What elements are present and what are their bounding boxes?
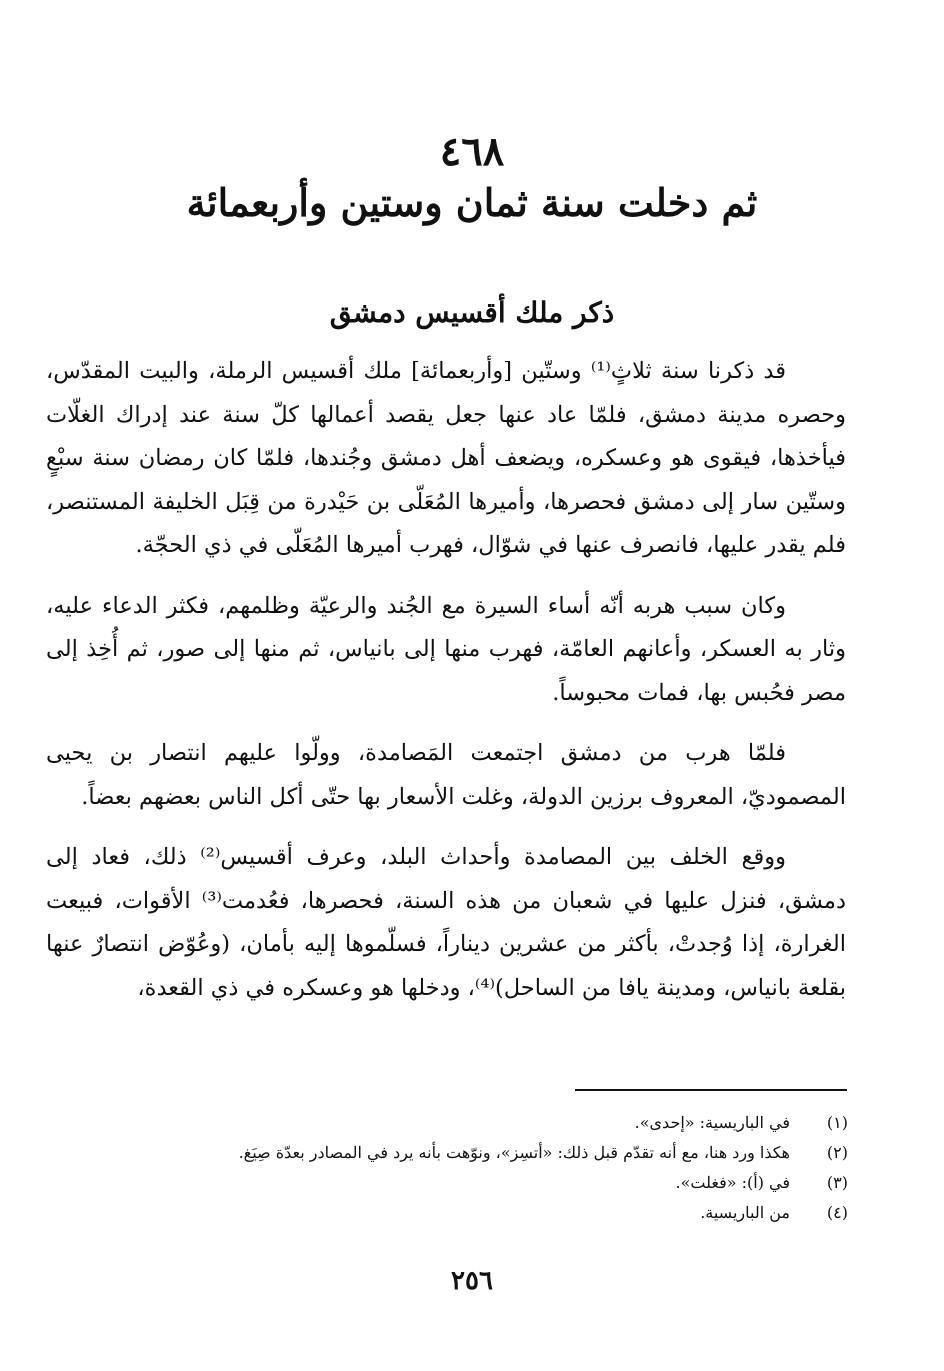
body-text — [46, 350, 846, 1027]
paragraph: فلمّا هرب من دمشق اجتمعت المَصامدة، وولّوا عليهم انتصار بن يحيى المصموديّ، المعروف برزين الدولة، وغلت الأسعار بها حتّى أكل الناس بعضهم بعضاً. — [46, 740, 846, 810]
page-number: ٢٥٦ — [451, 1266, 493, 1296]
paragraph: ووقع الخلف بين المصامدة وأحداث البلد، وعرف أقسيس⁽²⁾ ذلك، فعاد إلى دمشق، فنزل عليها في شعبان من هذه السنة، فحصرها، فعُدمت⁽³⁾ الأقوات، فبيعت الغرارة، إذا وُجدتْ، بأكثر من عشرين ديناراً، فسلّموها إليه بأمان، (وعُوّض انتصارٌ عنها بقلعة بانياس، ومدينة يافا من الساحل)⁽⁴⁾، ودخلها هو وعسكره في ذي القعدة، — [46, 844, 846, 1001]
footnotes — [96, 1108, 848, 1228]
footnote-number: (٤) — [826, 1203, 848, 1222]
footnote — [96, 1108, 848, 1138]
footnote — [96, 1168, 848, 1198]
footnote-text: هكذا ورد هنا، مع أنه تقدّم قبل ذلك: «أتسِز»، ونوّهت بأنه يرد في المصادر بعدّة صِيَغ. — [238, 1143, 790, 1162]
section-heading: ذكر ملك أقسيس دمشق — [329, 296, 615, 329]
footnote-number: (٢) — [826, 1143, 848, 1162]
footnote-text: في الباريسية: «إحدى». — [634, 1113, 790, 1132]
paragraph: وكان سبب هربه أنّه أساء السيرة مع الجُند والرعيّة وظلمهم، فكثر الدعاء عليه، وثار به العسكر، وأعانهم العامّة، فهرب منها إلى بانياس، ثم منها إلى صور، ثم أُخِذ إلى مصر فحُبس بها، فمات محبوساً. — [46, 592, 846, 706]
footnote — [96, 1198, 848, 1228]
footnote-number: (١) — [826, 1113, 848, 1132]
footnote-text: من الباريسية. — [700, 1203, 790, 1222]
footnote — [96, 1138, 848, 1168]
year-number: ٤٦٨ — [439, 128, 505, 175]
footnote-divider — [575, 1089, 847, 1091]
paragraph: قد ذكرنا سنة ثلاثٍ⁽¹⁾ وستّين [وأربعمائة] ملك أقسيس الرملة، والبيت المقدّس، وحصره مدينة دمشق، فلمّا عاد عنها جعل يقصد أعمالها كلّ سنة عند إدراك الغلّات فيأخذها، فيقوى هو وعسكره، ويضعف أهل دمشق وجُندها، فلمّا كان رمضان سنة سبْعٍ وستّين سار إلى دمشق فحصرها، وأميرها المُعَلّى بن حَيْدرة من قِبَل الخليفة المستنصر، فلم يقدر عليها، فانصرف عنها في شوّال، فهرب أميرها المُعَلّى في ذي الحجّة. — [46, 358, 846, 558]
page-title: ثم دخلت سنة ثمان وستين وأربعمائة — [186, 180, 758, 225]
footnote-text: في (أ): «فغلت». — [675, 1173, 790, 1192]
footnote-number: (٣) — [826, 1173, 848, 1192]
